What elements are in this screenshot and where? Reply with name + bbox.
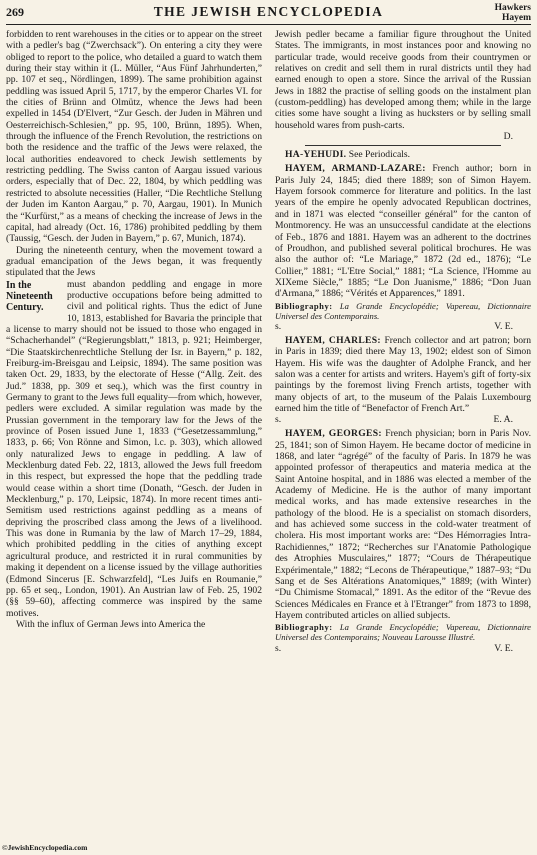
entry-hayem-charles <box>275 335 531 414</box>
section-divider <box>305 145 501 146</box>
catchwords <box>495 3 531 23</box>
left-column <box>6 29 262 630</box>
bibliography-text: La Grande Encyclopédie; Vapereau, Dictionnaire Universel des Contemporains; Nouveau Larousse Illustré. <box>275 622 531 643</box>
signature-initials: E. A. <box>493 414 513 426</box>
bibliography-text: La Grande Encyclopédie; Vapereau, Dictionnaire Universel des Contemporains. <box>275 300 531 321</box>
catchword-last: Hayem <box>501 13 531 23</box>
header-rule <box>6 24 531 25</box>
entry-ha-yehudi <box>275 149 531 160</box>
headword-hayem-armand: HAYEM, ARMAND-LAZARE: <box>285 163 426 175</box>
bibliography-hayem-armand <box>275 301 531 321</box>
signature-mark: s. <box>275 642 282 654</box>
signature-mark: s. <box>275 414 282 426</box>
left-paragraph-1: forbidden to rent warehouses in the cities or to appear on the street with a pedler's bag (“Zwerchsack”). On entering a city they were obliged to report to the police, who detailed a guard to watch them during their stay within it (L. Müller, “Aus Fünf Jahrhunderten,” pp. 107 et seq., Nördlingen, 1899). The same prohibition against peddling was issued April 5, 1717, by the emperor Charles VI. for the cities of Brünn and Olmütz, whence the Jews had been expelled in 1454 (D'Elvert, “Zur Gesch. der Juden in Mähren und Oesterreichisch-Schlesien,” pp. 95, 100, Brünn, 1895). When, through the influence of the French Revolution, the restrictions on both the residence and the traffic of the Jews were relaxed, the local authorities endeavored to check Jewish settlements by restricting peddling. The Swiss canton of Aargau issued various orders, especially that of Dec. 22, 1804, by which peddling was restricted to absolute necessities (Haller, “Die Rechtliche Stellung der Juden im Kanton Aargau,” p. 70, Aargau, 1901). In Munich the “Kurfürst,” as a means of checking the increase of Jews in the capital, had already (Oct. 16, 1786) prohibited peddling by them (Taussig, “Gesch. der Juden in Bayern,” p. 67, Munich, 1874). <box>6 29 262 245</box>
running-title: THE JEWISH ENCYCLOPEDIA <box>153 4 384 19</box>
source-footer[interactable]: ©JewishEncyclopedia.com <box>2 843 88 852</box>
page-number: 269 <box>6 5 24 19</box>
body-hayem-georges: French physician; born in Paris Nov. 25, 1841; son of Simon Hayem. He became doctor of medicine in 1868, and later “agrégé” of the faculty of Paris. In 1879 he was appointed professor of therapeutics and materia medica at the Saint Antoine hospital, and in 1886 was elected a member of the Academy of Medicine. He is the author of many important medical works, and has made extensive researches in the pathology of the blood. He is a specialist on stomach disorders, and has achieved some success in the cold-water treatment of cholera. His most important works are: “Des Hémorragies Intra-Rachidiennes,” 1872; “Recherches sur l'Anatomie Pathologique des Atrophies Musculaires,” 1877; “Cours de Thérapeutique Expérimentale,” 1882; “Lecons de Thérapeutique,” 1887–93; “Du Sang et de Ses Altérations Anatomiques,” 1889; (with Winter) “Du Chimisme Stomacal,” 1891. As the editor of the “Revue des Sciences Médicales en France et à l'Etranger” from 1873 to 1898, Hayem contributed articles on allied subjects. <box>275 428 531 621</box>
bibliography-hayem-georges <box>275 622 531 642</box>
entry-hayem-armand <box>275 163 531 299</box>
catchword-first: Hawkers <box>494 3 531 13</box>
page-header <box>6 2 531 24</box>
signature-initials: V. E. <box>494 642 513 654</box>
right-column <box>275 29 531 657</box>
continuation-signature <box>275 131 531 142</box>
bibliography-label: Bibliography: <box>275 622 333 633</box>
headword-hayem-charles: HAYEM, CHARLES: <box>285 334 381 346</box>
see-also-text[interactable]: See Periodicals. <box>348 149 411 161</box>
left-paragraph-2-intro: During the nineteenth century, when the movement toward a gradual emancipation of the Jews began, it was frequently stipulated that the Jews <box>6 244 262 279</box>
entry-hayem-georges <box>275 428 531 621</box>
signature-hayem-georges <box>275 643 531 654</box>
headword-ha-yehudi: HA-YEHUDI. <box>285 149 347 161</box>
right-continuation: Jewish pedler became a familiar figure throughout the United States. The immigrants, in most instances poor and knowing no particular trade, would receive goods from their countrymen or relatives on credit and sell them in rural districts until they had earned enough to open a store. Since the arrival of the Russian Jews in 1882 the practise of selling goods on the instalment plan (custom-peddling) has developed among them; while in the large cities some have sought a living as hucksters or by selling small household wares from push-carts. <box>275 29 531 131</box>
left-paragraph-2-body: must abandon peddling and engage in more productive occupations before being admitted to civil and political rights. Thus the edict of June 10, 1813, established for Bavaria the principle that a license to marry should not be issued to those who engaged in “Schacherhandel” (“Regierungsblatt,” 1813, p. 921; Heimberger, “Die Staatskirchenrechtliche Stellung der Isr. in Bayern,” p. 182, Freiburg-im-Breisgau and Leipsic, 1894). The same position was taken Oct. 29, 1833, by the electorate of Hesse (“Allg. Zeit. des Jud.” 1838, pp. 309 et seq.), which was the first country in Germany to grant to the Jews full equality—from which, however, pedlers were excluded. A similar regulation was made by the Prussian government in the temporary law for the Jews of the province of Posen issued June 1, 1833 (“Gesetzessammlung,” 1833, p. 66; Von Rönne and Simon, l.c. p. 303), which allowed only naturalized Jews to engage in peddling. A law of Mecklenburg dated Feb. 22, 1813, allowed the Jews full freedom in this respect, but expressed the hope that the peddling trade would cease within a short time (Donath, “Gesch. der Juden in Mecklenburg,” p. 170, Leipsic, 1874). In more recent times anti-Semitism used restrictions against peddling as a means of depriving the proscribed class among the Jews of a livelihood. This was done in Rumania by the law of March 17–29, 1884, which prohibited peddling in the cities of anything except agricultural produce, and restricted it in rural communities by making it dependent on a license issued by the village authorities (Edmond Sincerus [E. Schwarzfeld], “Les Juifs en Roumanie,” pp. 65 et seq., London, 1901). An Austrian law of Feb. 25, 1902 (§§ 59–60), affecting commerce was inspired by the same motives. <box>6 278 262 619</box>
bibliography-label: Bibliography: <box>275 300 333 311</box>
continuation-author: D. <box>503 131 513 143</box>
body-hayem-charles: French collector and art patron; born in Paris in 1839; died there May 13, 1902; eldest son of Simon Hayem. His wife was the daughter of Adolphe Franck, and her salon was a center for artists and writers. Hayem's gift of forty-six paintings by the foremost living French artists, together with many objects of art, to the museum of the Palais Luxembourg earned him the title of “Benefactor of French Art.” <box>275 334 531 415</box>
signature-hayem-charles <box>275 414 531 425</box>
body-hayem-armand: French author; born in Paris July 24, 1845; died there 1889; son of Simon Hayem. Hayem forsook commerce for literature and politics. In the last years of the empire he openly advocated Republican doctrines, and in 1871 was elected “conseiller général” for the canton of Montmorency. He was an unsuccessful candidate at the elections of Feb., 1876 and 1881. Hayem was an adherent to the doctrines of Proudhon, and published several political brochures. He was also the author of: “Le Mariage,” 1872 (2d ed., 1876); “Le Collier,” 1881; “L'Etre Social,” 1881; “La Science, l'Homme au XIXeme Siècle,” 1885; “Le Don Juanisme,” 1886; “Don Juan d'Armana,” 1886; “Vérités et Apparences,” 1891. <box>275 163 532 300</box>
signature-mark: s. <box>275 320 282 332</box>
margin-sidenote: In the Nineteenth Century. <box>6 279 53 314</box>
signature-hayem-armand <box>275 321 531 332</box>
headword-hayem-georges: HAYEM, GEORGES: <box>285 428 382 440</box>
left-paragraph-3: With the influx of German Jews into America the <box>16 618 206 630</box>
signature-initials: V. E. <box>494 320 513 332</box>
